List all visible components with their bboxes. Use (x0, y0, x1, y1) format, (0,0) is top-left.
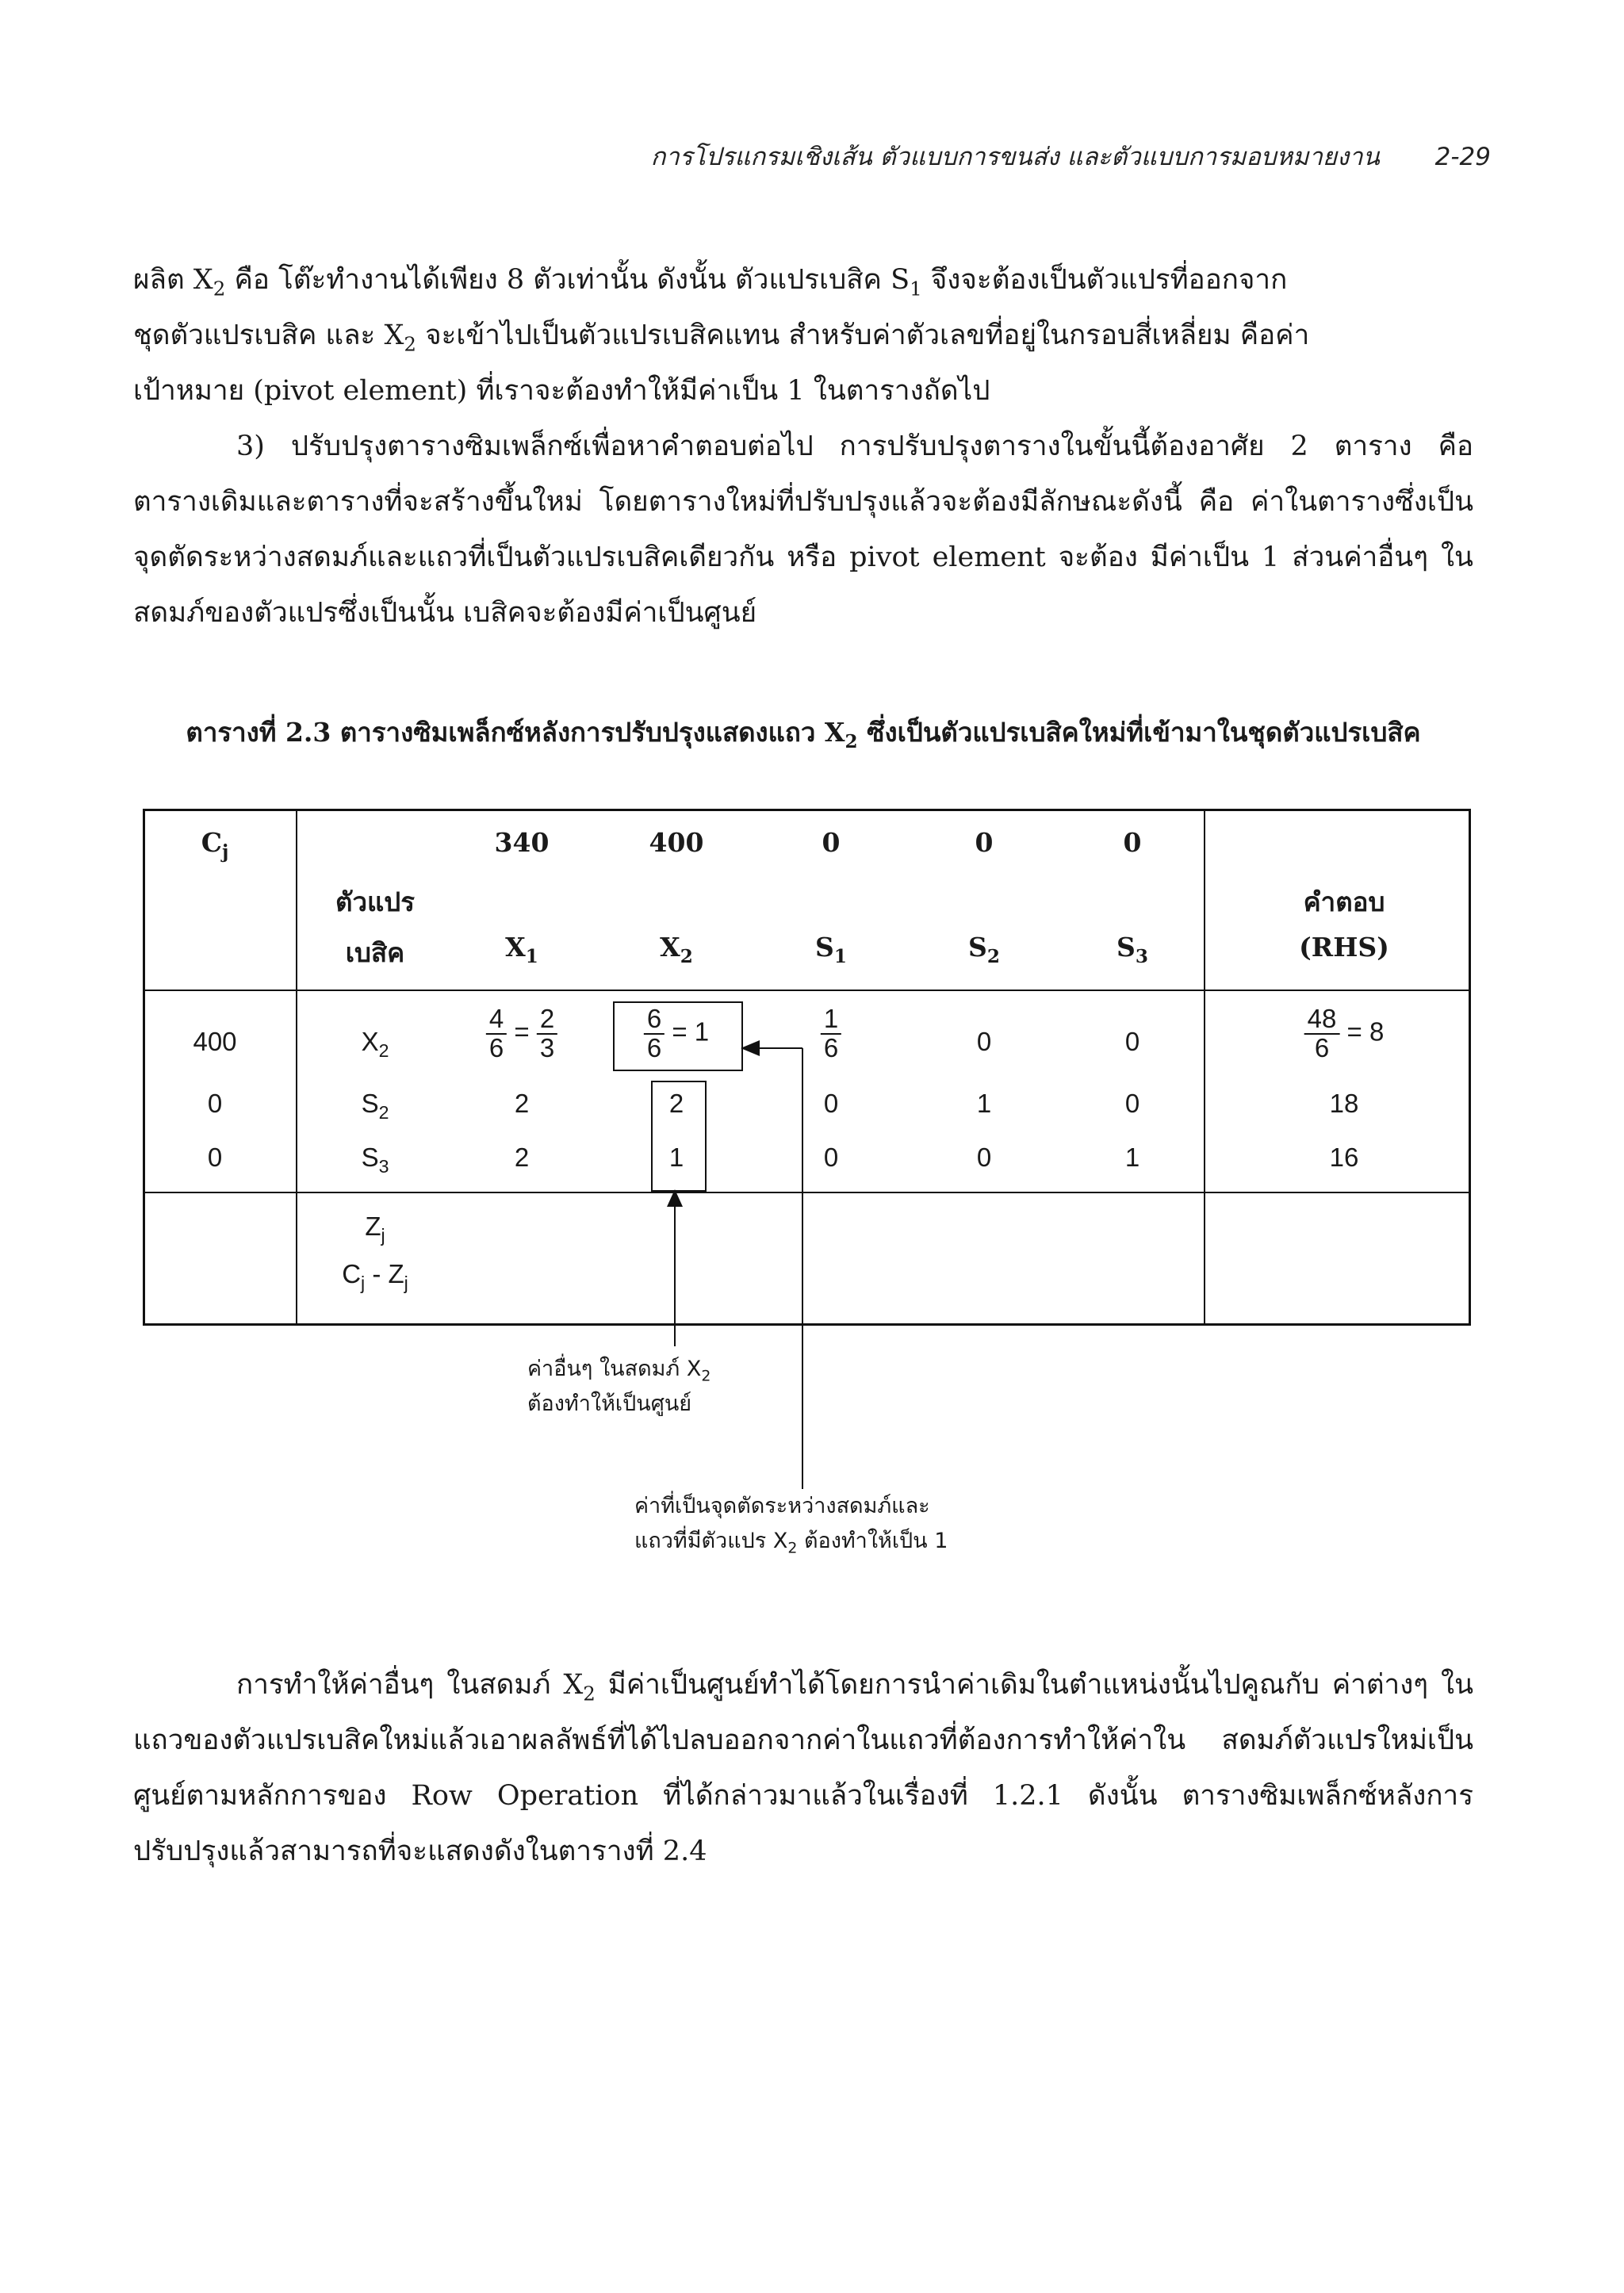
x2-row1-pivot: $\frac{6}{6}$ = 1 (644, 1005, 709, 1062)
x1-row2: 2 (514, 1089, 530, 1118)
arrowhead (741, 1040, 760, 1056)
cb-row2: 0 (207, 1089, 223, 1118)
x1-row1: $\frac{4}{6}$ = $\frac{2}{3}$ (486, 1005, 557, 1062)
rhs-row2: 18 (1329, 1089, 1359, 1118)
rhs-row1: $\frac{48}{6}$ = 8 (1304, 1005, 1385, 1062)
basic-var-row2: $S_2$ (361, 1089, 389, 1124)
rhs-label: คำตอบ (1303, 886, 1385, 917)
text: ซึ่งเป็นตัวแปรเบสิคใหม่ที่เข้ามาในชุดตัวแปรเบสิค (857, 717, 1421, 748)
var-x1: $X_1$ (505, 932, 538, 968)
header-title: การโปรแกรมเชิงเส้น ตัวแบบการขนส่ง และตัวแบบการมอบหมายงาน (650, 143, 1380, 171)
s1-row1: $\frac{1}{6}$ (821, 1005, 841, 1062)
s2-row2: 1 (976, 1089, 992, 1118)
s3-row1: 0 (1124, 1027, 1140, 1056)
var-s3: $S_3$ (1116, 932, 1148, 968)
s1-row3: 0 (823, 1143, 839, 1172)
x2-row2: 2 (668, 1089, 684, 1118)
x2-row3: 1 (668, 1143, 684, 1172)
text: ตารางที่ 2.3 ตารางซิมเพล็กซ์หลังการปรับปรุงแสดงแถว X (186, 717, 845, 748)
text: จึงจะต้องเป็นตัวแปรที่ออกจาก (921, 264, 1288, 296)
text: เป้าหมาย (pivot element) ที่เราจะต้องทำให้มีค่าเป็น 1 ในตารางถัดไป (133, 375, 990, 407)
zj-label: $Z_j$ (365, 1212, 385, 1246)
cb-row1: 400 (193, 1027, 237, 1056)
rhs-row3: 16 (1329, 1143, 1359, 1172)
subscript: 2 (404, 332, 416, 356)
cb-row3: 0 (207, 1143, 223, 1172)
coef-s1: 0 (822, 827, 841, 858)
subscript: 2 (213, 277, 226, 301)
var-s1: $S_1$ (815, 932, 847, 968)
coef-s2: 0 (975, 827, 994, 858)
basic-var-row3: $S_3$ (361, 1143, 389, 1177)
s2-row3: 0 (976, 1143, 992, 1172)
var-x2: $X_2$ (660, 932, 693, 968)
cj-minus-zj-label: $C_j - Z_j$ (342, 1259, 408, 1294)
subscript: 1 (910, 277, 922, 301)
text: จะเข้าไปเป็นตัวแปรเบสิคแทน สำหรับค่าตัวเลขที่อยู่ในกรอบสี่เหลี่ยม คือค่า (416, 320, 1310, 351)
s3-row2: 0 (1124, 1089, 1140, 1118)
note-other-values-zero: ค่าอื่นๆ ในสดมภ์ $X_2$ ต้องทำให้เป็นศูนย์ (527, 1357, 711, 1416)
text: 3) ปรับปรุงตารางซิมเพล็กซ์เพื่อหาคำตอบต่อไป การปรับปรุงตารางในขั้นนี้ต้องอาศัย 2 ตาราง คือ ตารางเดิมและตารางที่จะสร้างขึ้นใหม่ โดยตารางใหม่ที่ปรับปรุงแล้วจะต้องมีลักษณะดังนี้ คือ ค่าในตารางซึ่งเป็นจุดตัดระหว่างสดมภ์และแถวที่เป็นตัวแปรเบสิคเดียวกัน หรือ pivot element จะต้อง มีค่าเป็น 1 ส่วนค่าอื่นๆ ในสดมภ์ของตัวแปรซึ่งเป็นนั้น เบสิคจะต้องมีค่าเป็นศูนย์ (133, 431, 1473, 629)
page-number: 2-29 (1434, 143, 1491, 171)
text: ชุดตัวแปรเบสิค และ X (133, 320, 404, 351)
coef-x2: 400 (649, 827, 704, 858)
subscript: 2 (845, 731, 858, 753)
paragraph-3: การทำให้ค่าอื่นๆ ในสดมภ์ $X_2$ มีค่าเป็นศูนย์ทำได้โดยการนำค่าเดิมในตำแหน่งนั้นไปคูณกับ ค่าต่างๆ ในแถวของตัวแปรเบสิคใหม่แล้วเอาผลลัพธ์ที่ได้ไปลบออกจากค่าในแถวที่ต้องการทำให้ค่าใน สดมภ์ตัวแปรใหม่เป็นศูนย์ตามหลักการของ Row Operation ที่ได้กล่าวมาแล้วในเรื่องที่ 1.2.1 ดังนั้น ตารางซิมเพล็กซ์หลังการปรับปรุงแล้วสามารถที่จะแสดงดังในตารางที่ 2.4 (133, 1669, 1473, 1867)
text: ผลิต X (133, 264, 213, 296)
arrowhead (667, 1189, 683, 1207)
var-s2: $S_2$ (968, 932, 1000, 968)
coef-x1: 340 (494, 827, 550, 858)
text: คือ โต๊ะทำงานได้เพียง 8 ตัวเท่านั้น ดังนั้น ตัวแปรเบสิค S (225, 264, 910, 296)
basic-var-label: เบสิค (345, 937, 405, 968)
s1-row2: 0 (823, 1089, 839, 1118)
coef-s3: 0 (1123, 827, 1142, 858)
rhs-label: (RHS) (1299, 932, 1389, 963)
basic-var-label: ตัวแปร (335, 886, 415, 917)
s3-row3: 1 (1124, 1143, 1140, 1172)
cj-header: $C_j$ (201, 827, 229, 863)
s2-row1: 0 (976, 1027, 992, 1056)
note-pivot-one: ค่าที่เป็นจุดตัดระหว่างสดมภ์และ แถวที่มีตัวแปร $X_2$ ต้องทำให้เป็น 1 (634, 1494, 948, 1557)
basic-var-row1: $X_2$ (361, 1027, 389, 1062)
x1-row3: 2 (514, 1143, 530, 1172)
